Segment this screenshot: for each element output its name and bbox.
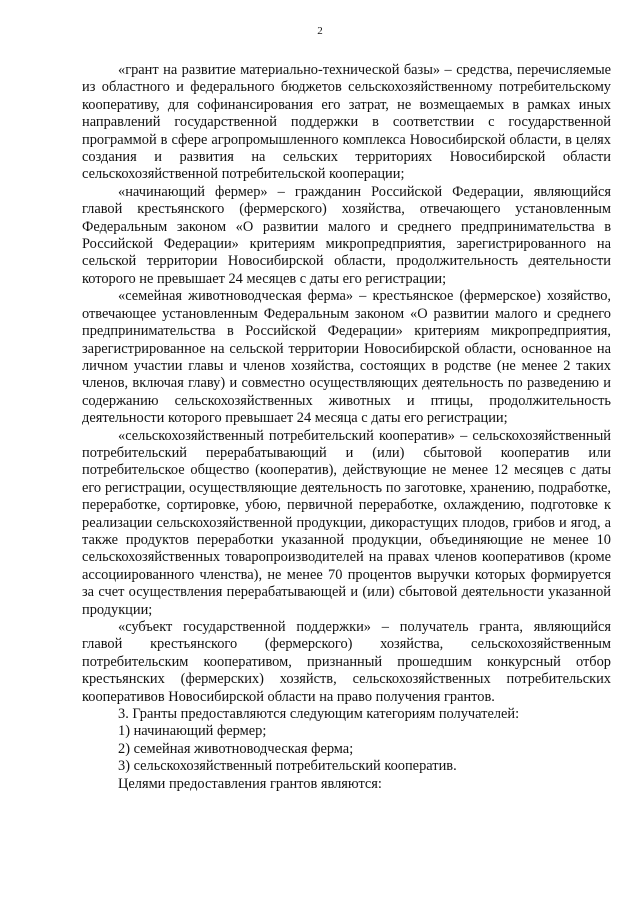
clause-3-recipient-categories: 3. Гранты предоставляются следующим категориям получателей: — [118, 706, 520, 723]
grant-purposes-heading: Целями предоставления грантов являются: — [118, 775, 382, 792]
definition-agricultural-consumer-cooperative: «сельскохозяйственный потребительский кооператив» – сельскохозяйственный потребительский перерабатывающий и (или) сбытовой кооператив или потребительское общество (кооператив), действующие не менее 12 месяцев с даты его регистрации, осуществляющие деятельность по заготовке, хранению, подработке, переработке, сортировке, убою, первичной переработке, охлаждению, подготовке к реализации сельскохозяйственной продукции, дикорастущих плодов, грибов и ягод, а также продуктов переработки указанной продукции, объединяющие не менее 10 сельскохозяйственных товаропроизводителей на правах членов кооперативов (кроме ассоциированного членства), не менее 70 процентов выручки которых формируется за счет осуществления перерабатывающей и (или) сбытовой деятельности указанной продукции; — [82, 427, 611, 618]
definition-family-livestock-farm: «семейная животноводческая ферма» – крестьянское (фермерское) хозяйство, отвечающее установленным Федеральным законом «О развитии малого и среднего предпринимательства в Российской Федерации» критериям микропредприятия, зарегистрированное на сельской территории Новосибирской области, основанное на личном участии главы и членов хозяйства, состоящих в родстве (не менее 2 таких членов, включая главу) и совместно осуществляющих деятельность по разведению и содержанию сельскохозяйственных животных и птицы, продолжительность деятельности которого превышает 24 месяца с даты его регистрации; — [82, 288, 611, 427]
definition-beginning-farmer: «начинающий фермер» – гражданин Российской Федерации, являющийся главой крестьянского (фермерского) хозяйства, отвечающего установленным Федеральным законом «О развитии малого и среднего предпринимательства в Российской Федерации» критериям микропредприятия, зарегистрированного на сельской территории Новосибирской области, продолжительность деятельности которого не превышает 24 месяцев с даты его регистрации; — [82, 183, 611, 287]
page-number: 2 — [317, 25, 323, 37]
definition-state-support-subject: «субъект государственной поддержки» – получатель гранта, являющийся главой крестьянского (фермерского) хозяйства, сельскохозяйственным потребительским кооперативом, признанный прошедшим конкурсный отбор крестьянских (фермерских) хозяйств, сельскохозяйственных потребительских кооперативов Новосибирской области на право получения грантов. — [82, 619, 611, 705]
definition-grant-material-base: «грант на развитие материально-технической базы» – средства, перечисляемые из областного и федерального бюджетов сельскохозяйственному потребительскому кооперативу, для софинансирования его затрат, не возмещаемых в рамках иных направлений государственной поддержки в соответствии с государственной программой в сфере агропромышленного комплекса Новосибирской области, в целях создания и развития на сельских территориях Новосибирской области сельскохозяйственной потребительской кооперации; — [82, 62, 611, 183]
document-body — [82, 62, 611, 793]
list-item-family-livestock-farm: 2) семейная животноводческая ферма; — [118, 740, 354, 757]
list-item-beginning-farmer: 1) начинающий фермер; — [118, 723, 267, 740]
list-item-agricultural-consumer-cooperative: 3) сельскохозяйственный потребительский кооператив. — [118, 758, 457, 775]
